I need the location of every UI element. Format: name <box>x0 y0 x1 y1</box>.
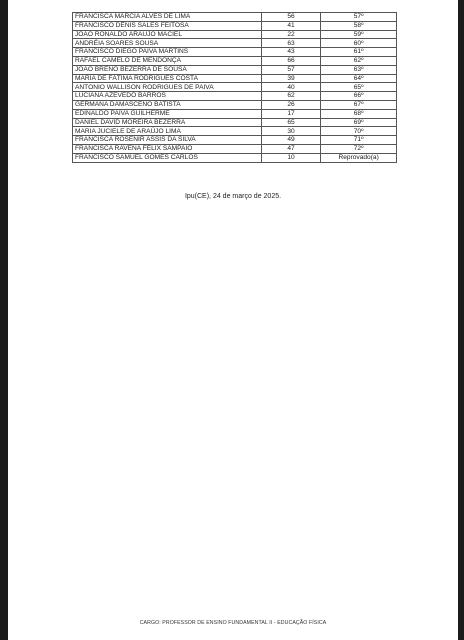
results-table-body <box>73 13 397 163</box>
table-row <box>73 13 397 22</box>
name-cell: LUCIANA AZEVEDO BARROS <box>73 92 262 101</box>
name-cell: EDINALDO PAIVA GUILHERME <box>73 109 262 118</box>
score-cell: 63 <box>261 39 321 48</box>
score-cell: 57 <box>261 65 321 74</box>
rank-cell: 67º <box>321 100 397 109</box>
name-cell: FRANCISCA RAVENA FÉLIX SAMPAIO <box>73 144 262 153</box>
rank-cell: 57º <box>321 13 397 22</box>
rank-cell: 60º <box>321 39 397 48</box>
score-cell: 30 <box>261 127 321 136</box>
table-row <box>73 83 397 92</box>
name-cell: ANDRÉIA SOARES SOUSA <box>73 39 262 48</box>
table-row <box>73 39 397 48</box>
name-cell: FRANCISCO SAMUEL GOMES CARLOS <box>73 153 262 162</box>
table-row <box>73 153 397 162</box>
score-cell: 41 <box>261 21 321 30</box>
name-cell: JOÃO RONALDO ARAÚJO MACIEL <box>73 30 262 39</box>
score-cell: 49 <box>261 136 321 145</box>
table-row <box>73 144 397 153</box>
page-footer: CARGO: PROFESSOR DE ENSINO FUNDAMENTAL II - EDUCAÇÃO FÍSICA <box>139 620 327 626</box>
rank-cell: 61º <box>321 48 397 57</box>
rank-cell: 62º <box>321 56 397 65</box>
score-cell: 47 <box>261 144 321 153</box>
rank-cell: 58º <box>321 21 397 30</box>
name-cell: RAFAEL CAMELO DE MENDONÇA <box>73 56 262 65</box>
rank-cell: 69º <box>321 118 397 127</box>
rank-cell: 72º <box>321 144 397 153</box>
table-row <box>73 100 397 109</box>
table-row <box>73 92 397 101</box>
score-cell: 26 <box>261 100 321 109</box>
place-date: Ipu(CE), 24 de março de 2025. <box>184 193 282 200</box>
table-row <box>73 109 397 118</box>
table-row <box>73 21 397 30</box>
table-row <box>73 118 397 127</box>
score-cell: 10 <box>261 153 321 162</box>
score-cell: 40 <box>261 83 321 92</box>
rank-cell: Reprovado(a) <box>321 153 397 162</box>
score-cell: 22 <box>261 30 321 39</box>
name-cell: GERMANA DAMASCENO BATISTA <box>73 100 262 109</box>
table-row <box>73 48 397 57</box>
score-cell: 43 <box>261 48 321 57</box>
name-cell: ANTONIO WALLISON RODRIGUES DE PAIVA <box>73 83 262 92</box>
table-row <box>73 56 397 65</box>
rank-cell: 65º <box>321 83 397 92</box>
name-cell: FRANCISCO DIEGO PAIVA MARTINS <box>73 48 262 57</box>
table-row <box>73 127 397 136</box>
score-cell: 65 <box>261 118 321 127</box>
table-row <box>73 65 397 74</box>
document-page <box>8 0 458 640</box>
name-cell: FRANCISCA ROSENIR ASSIS DA SILVA <box>73 136 262 145</box>
name-cell: MARIA JUCIELE DE ARAÚJO LIMA <box>73 127 262 136</box>
name-cell: DANIEL DAVID MOREIRA BEZERRA <box>73 118 262 127</box>
score-cell: 62 <box>261 92 321 101</box>
rank-cell: 63º <box>321 65 397 74</box>
name-cell: FRANCISCO DÊNIS SALES FEITOSA <box>73 21 262 30</box>
rank-cell: 68º <box>321 109 397 118</box>
rank-cell: 59º <box>321 30 397 39</box>
table-row <box>73 74 397 83</box>
rank-cell: 64º <box>321 74 397 83</box>
score-cell: 17 <box>261 109 321 118</box>
score-cell: 56 <box>261 13 321 22</box>
score-cell: 66 <box>261 56 321 65</box>
name-cell: JOÃO BRENO BEZERRA DE SOUSA <box>73 65 262 74</box>
name-cell: MARIA DE FÁTIMA RODRIGUES COSTA <box>73 74 262 83</box>
table-row <box>73 136 397 145</box>
score-cell: 39 <box>261 74 321 83</box>
name-cell: FRANCISCA MÁRCIA ALVES DE LIMA <box>73 13 262 22</box>
rank-cell: 70º <box>321 127 397 136</box>
results-table <box>72 12 397 163</box>
rank-cell: 66º <box>321 92 397 101</box>
rank-cell: 71º <box>321 136 397 145</box>
table-row <box>73 30 397 39</box>
